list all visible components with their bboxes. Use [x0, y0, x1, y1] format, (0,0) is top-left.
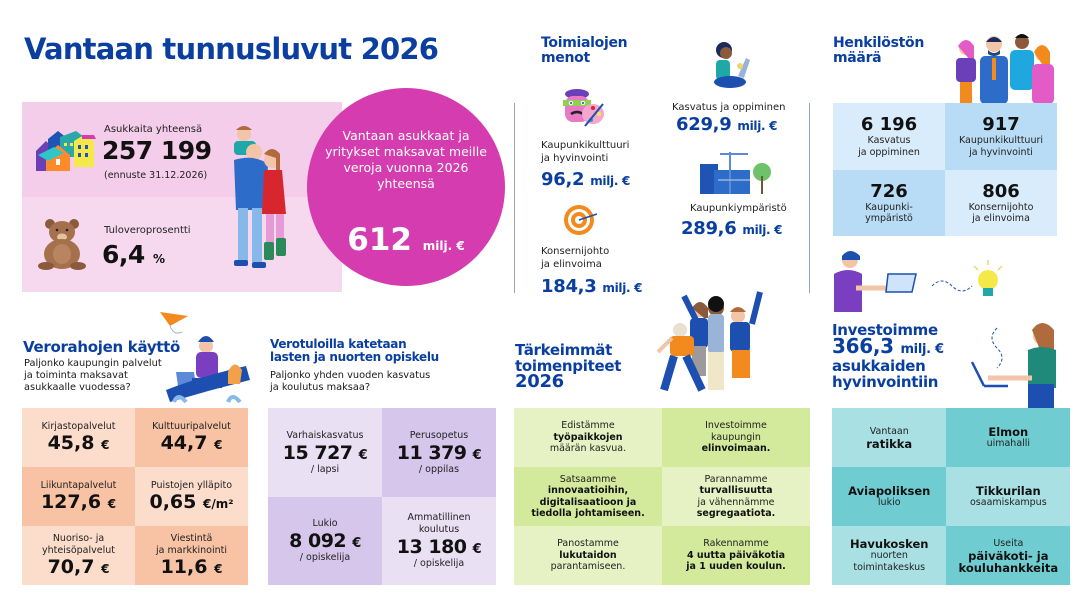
action-cell-construction	[662, 526, 810, 585]
usage-library-value	[48, 432, 110, 454]
tax-revenue-unit: milj. €	[422, 239, 465, 253]
income-tax-unit: %	[153, 252, 165, 266]
sector-culture-unit: milj. €	[590, 174, 631, 188]
usage-parks-unit: €/m²	[203, 497, 234, 512]
edu-lukio-number: 8 092	[289, 530, 347, 553]
tax-usage-subtitle-1: Paljonko kaupungin palvelut	[24, 358, 162, 369]
usage-library-unit: €	[101, 438, 110, 453]
edu-cell-early-childhood	[268, 408, 382, 497]
invest-cell-swimming-hall	[946, 408, 1070, 467]
sector-culture-number: 96,2	[541, 169, 585, 190]
edu-lukio-label: Lukio	[312, 518, 338, 530]
sector-title-line2: menot	[541, 50, 590, 66]
edu-voc-unit: €	[472, 542, 482, 558]
key-actions-grid	[514, 408, 810, 585]
action-innovation-2: innovaatioihin,	[547, 485, 629, 496]
staff-environment-label-2: ympäristö	[865, 213, 913, 225]
usage-parks-number: 0,65	[149, 491, 197, 514]
invest-daycare-pre: Useita	[993, 537, 1024, 549]
tax-usage-grid	[22, 408, 248, 585]
edu-lukio-unit: €	[352, 536, 361, 552]
usage-library-number: 45,8	[47, 432, 95, 455]
population-note: (ennuste 31.12.2026)	[104, 170, 208, 181]
action-safety-1: Parannamme	[704, 473, 768, 485]
usage-cell-parks	[135, 467, 248, 526]
edu-voc-label-1: Ammatillinen	[407, 512, 471, 524]
usage-culture-number: 44,7	[160, 432, 208, 455]
edu-title-2: lasten ja nuorten opiskelu	[270, 350, 439, 364]
education-costs-grid	[268, 408, 496, 585]
tax-revenue-circle	[307, 88, 505, 286]
invest-swim-bold: Elmon	[988, 424, 1029, 439]
invest-tram-bold: ratikka	[866, 436, 913, 451]
staff-group-label-1: Konsernijohto	[968, 201, 1034, 213]
usage-culture-label: Kulttuuripalvelut	[152, 420, 231, 432]
action-vitality-3: elinvoimaan.	[701, 443, 771, 455]
income-tax-label: Tuloveroprosentti	[104, 225, 191, 236]
income-tax-value	[102, 240, 165, 269]
invest-daycare-bold: päiväkoti- ja kouluhankkeita	[958, 548, 1059, 575]
staff-culture-label-1: Kaupunkikulttuuri	[958, 135, 1044, 147]
population-label: Asukkaita yhteensä	[104, 124, 203, 135]
edu-basic-value	[397, 442, 481, 464]
action-vitality-2: kaupungin	[711, 431, 761, 443]
education-costs-title	[270, 338, 439, 364]
edu-lukio-value	[289, 530, 361, 552]
usage-cell-culture	[135, 408, 248, 467]
sector-education-value	[676, 114, 777, 135]
edu-early-per: / lapsi	[310, 463, 340, 475]
staff-title-line1: Henkilöstön	[833, 35, 925, 51]
edu-cell-upper-secondary	[268, 497, 382, 586]
usage-sports-number: 127,6	[40, 491, 102, 514]
usage-sports-unit: €	[107, 497, 117, 512]
usage-cell-library	[22, 408, 135, 467]
edu-early-label: Varhaiskasvatus	[286, 429, 364, 441]
invest-tram-pre: Vantaan	[869, 425, 909, 437]
investments-grid	[832, 408, 1057, 585]
action-jobs-2: työpaikkojen	[553, 431, 623, 443]
action-jobs-1: Edistämme	[561, 420, 615, 432]
staff-cell-environment	[833, 170, 945, 237]
tax-revenue-text: Vantaan asukkaat ja yritykset maksavat meille veroja vuonna 2026 yhteensä	[325, 128, 487, 191]
usage-culture-value	[161, 432, 223, 454]
action-innovation-1: Satsaamme	[559, 473, 617, 485]
usage-comm-label-2: ja markkinointi	[156, 544, 227, 556]
edu-basic-label: Perusopetus	[409, 429, 469, 441]
child-laptop-illustration	[710, 40, 760, 90]
investments-unit: milj. €	[900, 342, 944, 357]
action-safety-4: segregaatiota.	[696, 508, 776, 519]
usage-youth-unit: €	[101, 562, 110, 576]
key-actions-title-3: 2026	[515, 371, 564, 392]
key-actions-title-2: toimenpiteet	[515, 357, 622, 375]
action-vitality-1: Investoimme	[705, 420, 767, 432]
staff-title	[833, 36, 924, 66]
invest-youth-bold: Havukosken	[850, 536, 929, 551]
action-cell-literacy	[514, 526, 662, 585]
invest-campus-bold: Tikkurilan	[975, 483, 1041, 498]
sector-group-label	[541, 245, 609, 271]
edu-voc-number: 13 180	[396, 536, 467, 559]
usage-cell-youth	[22, 526, 135, 585]
usage-comm-unit: €	[214, 562, 223, 576]
staff-title-line2: määrä	[833, 50, 882, 66]
usage-comm-number: 11,6	[160, 556, 208, 578]
usage-comm-label-1: Viestintä	[170, 533, 213, 544]
sector-group-unit: milj. €	[602, 281, 643, 295]
invest-cell-daycare-school	[946, 526, 1070, 585]
sector-environment-label: Kaupunkiympäristö	[690, 203, 787, 214]
action-safety-3: ja vähennämme	[697, 496, 775, 508]
staff-group-label-2: ja elinvoima	[972, 213, 1030, 225]
sector-culture-label	[541, 139, 629, 165]
action-construction-3: ja 1 uuden koulun.	[686, 561, 786, 573]
bear-icon	[36, 216, 88, 270]
sector-culture-label-2: ja hyvinvointi	[541, 153, 609, 164]
sector-environment-unit: milj. €	[742, 223, 783, 237]
staff-culture-value: 917	[982, 114, 1020, 136]
edu-basic-per: / oppilas	[418, 463, 460, 475]
construction-crane-icon	[700, 150, 774, 194]
sector-title-line1: Toimialojen	[541, 35, 628, 51]
woman-bench-illustration	[148, 306, 254, 410]
action-cell-vitality	[662, 408, 810, 467]
sector-group-value	[541, 276, 642, 297]
invest-campus-post: osaamiskampus	[969, 496, 1047, 508]
edu-lukio-per: / opiskelija	[299, 552, 351, 564]
page-title: Vantaan tunnusluvut 2026	[24, 32, 439, 66]
invest-swim-post: uimahalli	[986, 437, 1031, 449]
staff-cell-education	[833, 103, 945, 170]
income-tax-number: 6,4	[102, 240, 145, 269]
usage-library-label: Kirjastopalvelut	[41, 420, 116, 432]
staff-group-value: 806	[982, 180, 1020, 202]
action-cell-jobs	[514, 408, 662, 467]
sector-group-label-1: Konsernijohto	[541, 246, 610, 257]
sector-expenses-title	[541, 36, 627, 66]
staff-education-value: 6 196	[860, 114, 918, 136]
sector-culture-label-1: Kaupunkikulttuuri	[541, 140, 630, 151]
key-actions-title-1: Tärkeimmät	[515, 341, 612, 359]
invest-cell-campus	[946, 467, 1070, 526]
investments-number: 366,3	[832, 334, 894, 358]
staff-education-label-2: ja oppiminen	[858, 146, 920, 158]
key-actions-title	[515, 342, 621, 390]
tax-usage-title: Verorahojen käyttö	[23, 338, 181, 356]
edu-voc-label-2: koulutus	[418, 524, 460, 536]
colorful-houses-icon	[34, 127, 98, 175]
usage-youth-label-1: Nuoriso- ja	[52, 533, 105, 544]
sector-divider-left	[514, 103, 515, 293]
lightbulb-icon	[974, 260, 1002, 296]
action-literacy-2: lukutaidon	[559, 549, 617, 561]
edu-basic-unit: €	[472, 447, 482, 463]
edu-cell-basic	[382, 408, 496, 497]
sector-group-number: 184,3	[541, 276, 597, 297]
usage-sports-value	[41, 491, 116, 513]
edu-basic-number: 11 379	[396, 441, 467, 464]
usage-sports-label: Liikuntapalvelut	[40, 479, 117, 491]
sector-group-label-2: ja elinvoima	[541, 259, 602, 270]
art-palette-icon	[561, 88, 605, 128]
tax-usage-subtitle	[24, 358, 162, 394]
usage-comm-value	[161, 556, 223, 578]
action-literacy-3: parantamiseen.	[550, 561, 626, 573]
edu-early-number: 15 727	[282, 441, 353, 464]
edu-cell-vocational	[382, 497, 496, 586]
staff-grid	[833, 103, 1057, 236]
staff-group-illustration	[952, 32, 1060, 104]
action-innovation-3: digitalisaatioon ja	[539, 496, 637, 508]
tax-usage-subtitle-2: ja toiminta maksavat	[24, 370, 128, 381]
education-costs-subtitle	[270, 370, 430, 394]
staff-environment-label-1: Kaupunki-	[865, 201, 913, 213]
action-construction-2: 4 uutta päiväkotia	[686, 549, 786, 561]
tax-usage-subtitle-3: asukkaalle vuodessa?	[24, 382, 131, 393]
usage-cell-communication	[135, 526, 248, 585]
action-jobs-3: määrän kasvua.	[549, 443, 627, 455]
usage-youth-value	[48, 556, 110, 578]
staff-education-label-1: Kasvatus	[867, 135, 911, 147]
edu-voc-value	[397, 536, 481, 558]
sector-divider-right	[809, 103, 810, 293]
staff-cell-group	[945, 170, 1057, 237]
celebrating-people-illustration	[656, 290, 796, 400]
usage-youth-label-2: yhteisöpalvelut	[42, 544, 115, 556]
edu-early-unit: €	[358, 447, 368, 463]
target-icon	[563, 204, 599, 236]
edu-voc-per: / opiskelija	[413, 558, 465, 570]
sector-environment-value	[681, 218, 782, 239]
usage-culture-unit: €	[214, 438, 223, 453]
staff-environment-value: 726	[870, 180, 908, 202]
edu-title-1: Verotuloilla katetaan	[270, 337, 407, 351]
invest-cell-upper-school	[832, 467, 946, 526]
usage-cell-sports	[22, 467, 135, 526]
investments-line3: asukkaiden	[832, 357, 926, 375]
tax-revenue-value	[307, 222, 505, 258]
usage-youth-number: 70,7	[47, 556, 95, 578]
action-safety-2: turvallisuutta	[699, 485, 773, 496]
invest-cell-youth-center	[832, 526, 946, 585]
sector-environment-number: 289,6	[681, 218, 737, 239]
family-illustration	[222, 124, 292, 274]
investments-value-line	[832, 334, 944, 358]
staff-culture-label-2: ja hyvinvointi	[969, 146, 1033, 158]
invest-lukio-post: lukio	[877, 496, 901, 508]
sector-education-unit: milj. €	[737, 119, 778, 133]
usage-parks-label: Puistojen ylläpito	[150, 479, 233, 491]
edu-early-value	[283, 442, 367, 464]
invest-youth-post: nuorten toimintakeskus	[853, 549, 926, 573]
staff-cell-culture	[945, 103, 1057, 170]
investments-title	[832, 322, 944, 390]
action-cell-innovation	[514, 467, 662, 526]
edu-sub-1: Paljonko yhden vuoden kasvatus	[270, 370, 431, 381]
tax-revenue-number: 612	[347, 222, 412, 258]
invest-lukio-bold: Aviapoliksen	[848, 483, 931, 498]
investments-line4: hyvinvointiin	[832, 373, 939, 391]
action-literacy-1: Panostamme	[557, 538, 619, 550]
action-innovation-4: tiedolla johtamiseen.	[531, 508, 645, 519]
invest-cell-tram	[832, 408, 946, 467]
investments-line1: Investoimme	[832, 321, 938, 339]
sector-culture-value	[541, 169, 630, 190]
action-construction-1: Rakennamme	[703, 538, 769, 550]
sector-education-number: 629,9	[676, 114, 732, 135]
edu-sub-2: ja koulutus maksaa?	[270, 382, 371, 393]
population-value: 257 199	[102, 136, 212, 165]
usage-parks-value	[149, 491, 233, 513]
sector-education-label: Kasvatus ja oppiminen	[672, 102, 786, 113]
paper-plane-icon	[160, 312, 188, 333]
action-cell-safety	[662, 467, 810, 526]
